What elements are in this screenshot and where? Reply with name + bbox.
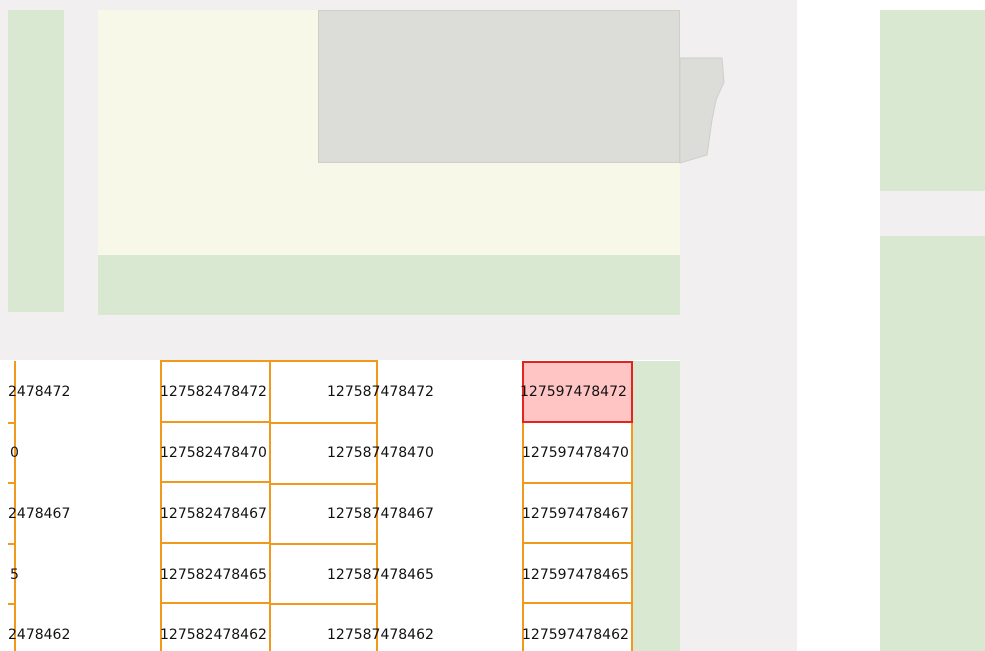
grid-line-h <box>8 603 16 605</box>
grid-cell-label[interactable]: 2478462 <box>8 627 71 643</box>
grid-line-h <box>522 482 633 484</box>
grid-cell-label[interactable]: 0 <box>10 445 19 461</box>
grid-line-h <box>160 421 271 423</box>
grid-line-h <box>8 543 16 545</box>
grid-cell-label[interactable]: 2478467 <box>8 506 71 522</box>
grid-cell-label[interactable]: 2478472 <box>8 384 71 400</box>
grid-line-h <box>269 483 378 485</box>
grid-cell-label[interactable]: 127582478465 <box>160 567 267 583</box>
grid-cell-label[interactable]: 127597478467 <box>522 506 629 522</box>
grid-line-v <box>269 361 271 651</box>
park-far-right-bottom <box>880 236 985 651</box>
grid-cell-label[interactable]: 127582478462 <box>160 627 267 643</box>
grid-line-h <box>8 422 16 424</box>
grid-line-h <box>269 603 378 605</box>
park-right-column <box>632 361 680 651</box>
grid-cell-label[interactable]: 127587478465 <box>327 567 434 583</box>
grid-cell-label[interactable]: 127587478470 <box>327 445 434 461</box>
grid-line-h <box>160 481 271 483</box>
park-far-right-top <box>880 10 985 191</box>
grid-line-h <box>160 542 271 544</box>
grid-cell-label[interactable]: 127597478465 <box>522 567 629 583</box>
grid-cell-label[interactable]: 127587478472 <box>327 384 434 400</box>
grid-line-h <box>160 602 271 604</box>
grid-line-h <box>522 542 633 544</box>
grid-cell-label[interactable]: 127597478470 <box>522 445 629 461</box>
building-annex-shape <box>680 58 724 163</box>
grid-cell-label[interactable]: 127582478472 <box>160 384 267 400</box>
grid-cell-label[interactable]: 127582478467 <box>160 506 267 522</box>
grid-cell-label[interactable]: 127587478467 <box>327 506 434 522</box>
grid-cell-label[interactable]: 127582478470 <box>160 445 267 461</box>
grid-cell-label[interactable]: 127587478462 <box>327 627 434 643</box>
street-far-right <box>880 191 985 236</box>
grid-line-h <box>522 602 633 604</box>
grid-line-h <box>269 543 378 545</box>
grid-line-h <box>269 422 378 424</box>
grid-cell-label[interactable]: 5 <box>10 567 19 583</box>
grid-line-h <box>8 482 16 484</box>
selected-cell-label[interactable]: 127597478472 <box>520 384 627 400</box>
grid-line-h <box>160 360 378 362</box>
grid-cell-label[interactable]: 127597478462 <box>522 627 629 643</box>
